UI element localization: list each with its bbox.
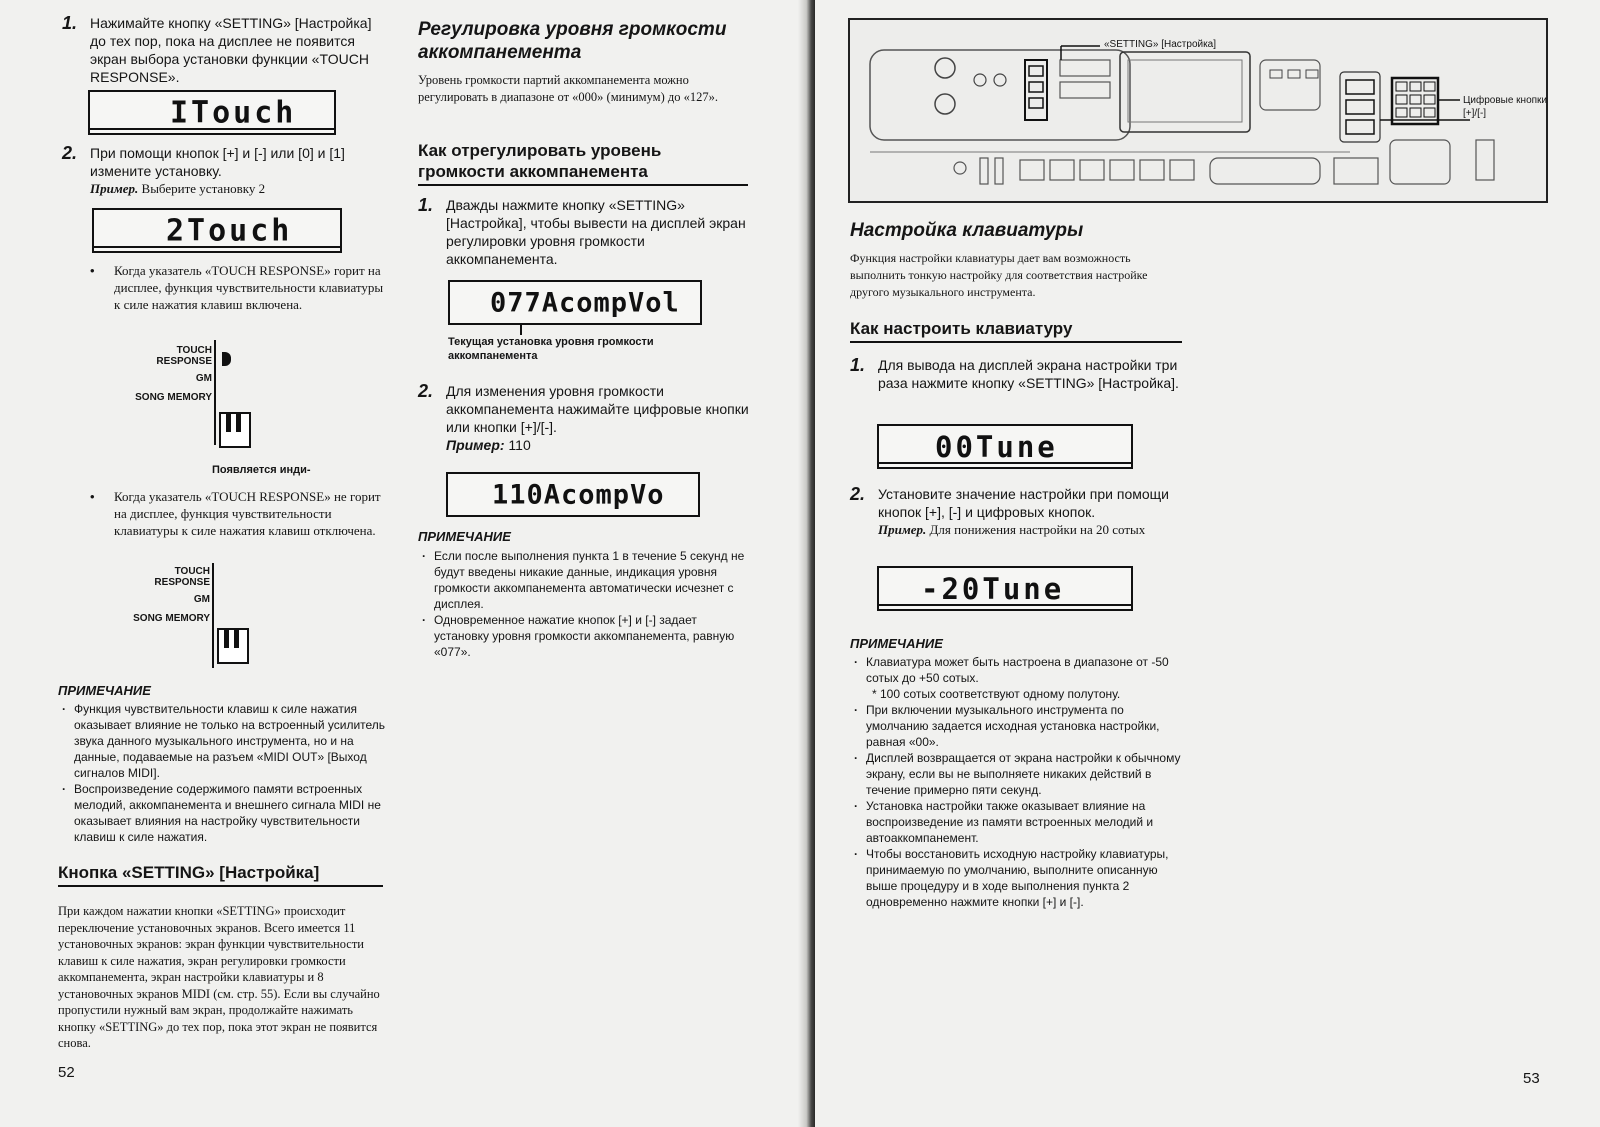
step-text: Для вывода на дисплей экрана настройки три раза нажмите кнопку «SETTING» [Настройка]. xyxy=(878,357,1179,391)
lcd-text: 00Tune xyxy=(935,429,1058,464)
example-text: Для понижения настройки на 20 сотых xyxy=(929,522,1146,537)
lcd-display xyxy=(92,208,342,253)
lcd-display xyxy=(877,566,1133,611)
note-subitem: * 100 сотых соответствуют одному полутону. xyxy=(872,687,1121,701)
bullet-text: Когда указатель «TOUCH RESPONSE» не горит на дисплее, функция чувствительности клавиатуры к силе нажатия клавиш отключена. xyxy=(114,489,381,538)
callout-setting-button: «SETTING» [Настройка] xyxy=(1104,39,1217,50)
lcd-text: ITouch xyxy=(170,95,297,130)
step-number: 2. xyxy=(418,381,434,401)
touch-notes xyxy=(58,701,388,845)
lcd-underline xyxy=(90,128,334,130)
indicator-label-song-memory: SONG MEMORY xyxy=(133,613,210,624)
indicator-label-touch-response: TOUCH RESPONSE xyxy=(154,566,210,588)
bullet-dot: • xyxy=(90,263,95,278)
step-text: Дважды нажмите кнопку «SETTING» [Настройка], чтобы вывести на дисплей экран регулировки уровня громкости аккомпанемента. xyxy=(446,197,746,267)
tuning-step-2 xyxy=(850,485,1185,539)
display-edge xyxy=(212,563,214,668)
example-label: Пример. xyxy=(90,181,139,196)
step-example xyxy=(878,521,1185,539)
note-item: · Клавиатура может быть настроена в диапазоне от -50 сотых до +50 сотых. xyxy=(850,654,1185,686)
note-heading: ПРИМЕЧАНИЕ xyxy=(418,529,511,544)
page-number: 53 xyxy=(1523,1070,1540,1087)
indicator-label-gm: GM xyxy=(195,373,212,384)
tuning-step-1 xyxy=(850,356,1185,392)
accomp-step-1 xyxy=(418,196,753,268)
caption-pointer xyxy=(520,323,522,335)
step-number: 1. xyxy=(62,13,78,33)
note-item: · При включении музыкального инструмента по умолчанию задается исходная установка настройки, равная «00». xyxy=(850,702,1185,750)
accomp-volume-intro: Уровень громкости партий аккомпанемента можно регулировать в диапазоне от «000» (минимум) до «127». xyxy=(418,73,718,104)
note-heading: ПРИМЕЧАНИЕ xyxy=(58,683,151,698)
lcd-text: -20Tune xyxy=(921,571,1065,606)
lcd-text: 110AcompVo xyxy=(492,479,665,510)
tuning-intro: Функция настройки клавиатуры дает вам возможность выполнить тонкую настройку для соответствия настройке другого музыкального инструмента. xyxy=(850,251,1148,299)
setting-heading: Кнопка «SETTING» [Настройка] xyxy=(58,862,383,887)
step-text: Нажимайте кнопку «SETTING» [Настройка] до тех пор, пока на дисплее не появится экран выбора установки функции «TOUCH RESPONSE». xyxy=(90,15,372,85)
example-label: Пример. xyxy=(878,522,927,537)
step-text: Для изменения уровня громкости аккомпанемента нажимайте цифровые кнопки или кнопки [+]/[-]. xyxy=(446,383,749,435)
lcd-underline xyxy=(879,462,1131,464)
example-text: Выберите установку 2 xyxy=(141,181,266,196)
step-example xyxy=(90,180,387,198)
example-value: 110 xyxy=(508,437,531,453)
callout-digit-buttons: Цифровые кнопки [+]/[-] xyxy=(1463,95,1548,119)
black-key xyxy=(224,630,229,648)
accomp-volume-title: Регулировка уровня громкости аккомпанемента xyxy=(418,19,727,63)
tuning-title: Настройка клавиатуры xyxy=(850,220,1084,241)
note-item: · Воспроизведение содержимого памяти встроенных мелодий, аккомпанемента и внешнего сигнала MIDI не оказывает влияния на настройку чувствительности клавиш к силе нажатия. xyxy=(58,781,388,845)
step-text: Установите значение настройки при помощи кнопок [+], [-] и цифровых кнопок. xyxy=(878,486,1169,520)
black-key xyxy=(234,630,239,648)
touch-step-2 xyxy=(62,144,387,198)
lcd-display xyxy=(448,280,702,325)
note-item: · Функция чувствительности клавиш к силе нажатия оказывает влияние не только на встроенный усилитель звука данного музыкального инструмента, но и на данные, подаваемые на разъем «MIDI OUT» [Выход сигналов MIDI]. xyxy=(58,701,388,781)
bullet-dot: • xyxy=(90,489,95,504)
accomp-howto-heading: Как отрегулировать уровень громкости аккомпанемента xyxy=(418,140,748,186)
note-heading: ПРИМЕЧАНИЕ xyxy=(850,636,943,651)
lcd-underline xyxy=(879,604,1131,606)
accomp-step-2 xyxy=(418,382,753,454)
lcd-caption: Текущая установка уровня громкости аккомпанемента xyxy=(448,336,654,362)
keyboard-icon xyxy=(219,412,251,448)
indicator-label-gm: GM xyxy=(193,594,210,605)
black-key xyxy=(236,414,241,432)
step-number: 1. xyxy=(850,355,866,375)
tuning-howto-heading: Как настроить клавиатуру xyxy=(850,318,1182,343)
keyboard-panel-illustration xyxy=(848,18,1548,203)
note-item: · Одновременное нажатие кнопок [+] и [-] задает установку уровня громкости аккомпанемента, равную «077». xyxy=(418,612,748,660)
touch-on-bullet xyxy=(90,262,386,313)
indicator-label-touch-response: TOUCH RESPONSE xyxy=(156,345,212,367)
tuning-notes xyxy=(850,654,1185,910)
black-key xyxy=(226,414,231,432)
lcd-display xyxy=(877,424,1133,469)
note-item: · Установка настройки также оказывает влияние на воспроизведение из памяти встроенных мелодий и автоаккомпанемент. xyxy=(850,798,1185,846)
example-label: Пример: xyxy=(446,437,505,453)
display-edge xyxy=(214,340,216,445)
keyboard-icon xyxy=(217,628,249,664)
step-number: 1. xyxy=(418,195,434,215)
page-number: 52 xyxy=(58,1064,75,1081)
step-number: 2. xyxy=(62,143,78,163)
accomp-notes xyxy=(418,548,748,660)
touch-indicator-figure-on xyxy=(130,340,340,470)
touch-step-1 xyxy=(62,14,387,86)
indicator-pointer xyxy=(222,352,231,366)
touch-off-bullet xyxy=(90,488,386,539)
lcd-display xyxy=(446,472,700,517)
setting-paragraph: При каждом нажатии кнопки «SETTING» происходит переключение установочных экранов. Всего имеется 11 установочных экранов: экран функции чувствительности клавиш к силе нажатия, экран регулировки громкости аккомпанемента, экран настройки клавиатуры и 8 установочных экранов MIDI (см. стр. 55). Если вы случайно пропустили нужный вам экран, продолжайте нажимать кнопку «SETTING» до тех пор, пока этот экран не появится снова. xyxy=(58,904,380,1050)
indicator-label-song-memory: SONG MEMORY xyxy=(135,392,212,403)
lcd-underline xyxy=(94,246,340,248)
step-text: При помощи кнопок [+] и [-] или [0] и [1] измените установку. xyxy=(90,145,345,179)
bullet-text: Когда указатель «TOUCH RESPONSE» горит на дисплее, функция чувствительности клавиатуры к силе нажатия клавиш включена. xyxy=(114,263,384,312)
bleed-through-text xyxy=(1215,250,1515,268)
note-item: · Дисплей возвращается от экрана настройки к обычному экрану, если вы не выполняете никаких действий в течение примерно пяти секунд. xyxy=(850,750,1185,798)
step-example xyxy=(446,436,753,454)
right-page xyxy=(815,0,1600,1127)
lcd-display xyxy=(88,90,336,135)
note-item: · Если после выполнения пункта 1 в течение 5 секунд не будут введены никакие данные, индикация уровня громкости аккомпанемента автоматически исчезнет с дисплея. xyxy=(418,548,748,612)
touch-indicator-figure-off xyxy=(128,563,338,678)
lcd-text: 2Touch xyxy=(166,213,293,248)
indicator-caption: Появляется инди- xyxy=(212,464,311,476)
lcd-text: 077AcompVol xyxy=(490,287,680,318)
step-number: 2. xyxy=(850,484,866,504)
note-item: · Чтобы восстановить исходную настройку клавиатуры, принимаемую по умолчанию, выполните описанную выше процедуру и в ходе выполнения пункта 2 одновременно нажмите кнопки [+] и [-]. xyxy=(850,846,1185,910)
